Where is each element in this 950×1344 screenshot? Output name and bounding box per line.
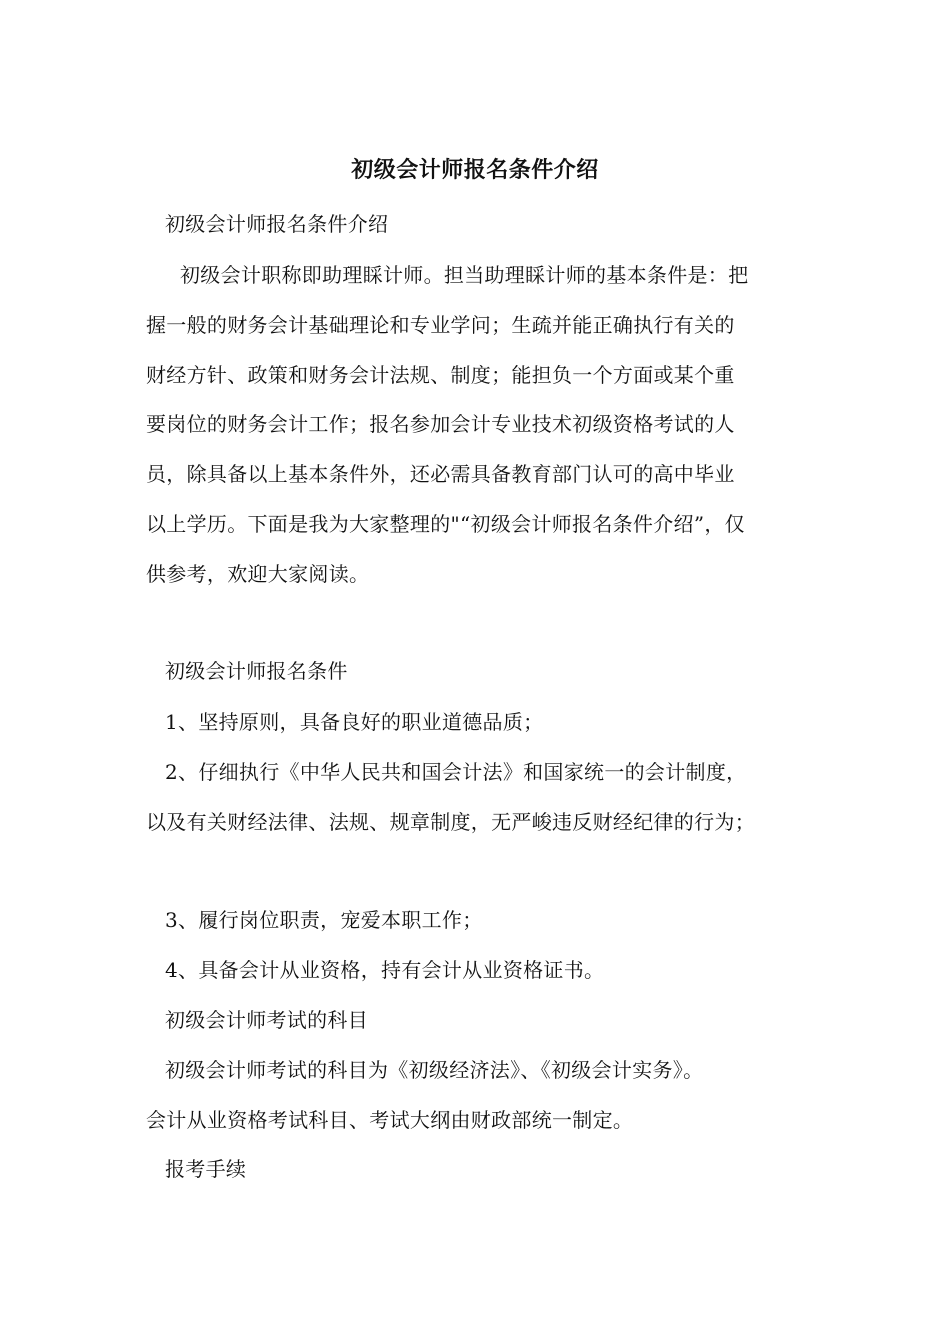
paragraph-line: 初级会计师考试的科目为《初级经济法》、《初级会计实务》。 [165, 1058, 704, 1082]
section-heading-intro: 初级会计师报名条件介绍 [165, 212, 389, 236]
list-item-continuation: 以及有关财经法律、法规、规章制度，无严峻违反财经纪律的行为； [146, 810, 755, 834]
paragraph-line: 初级会计职称即助理睬计师。担当助理睬计师的基本条件是：把 [180, 263, 749, 287]
paragraph-line: 财经方针、政策和财务会计法规、制度；能担负一个方面或某个重 [146, 363, 735, 387]
section-heading-requirements: 初级会计师报名条件 [165, 659, 348, 683]
list-item: 4、具备会计从业资格，持有会计从业资格证书。 [165, 958, 605, 982]
section-heading-subjects: 初级会计师考试的科目 [165, 1008, 368, 1032]
section-heading-procedure: 报考手续 [165, 1157, 247, 1181]
paragraph-line: 会计从业资格考试科目、考试大纲由财政部统一制定。 [146, 1108, 634, 1132]
paragraph-line: 要岗位的财务会计工作；报名参加会计专业技术初级资格考试的人 [146, 412, 735, 436]
list-item: 1、坚持原则，具备良好的职业道德品质； [165, 710, 544, 734]
paragraph-line: 员，除具备以上基本条件外，还必需具备教育部门认可的高中毕业 [146, 462, 735, 486]
list-item: 2、仔细执行《中华人民共和国会计法》和国家统一的会计制度， [165, 760, 747, 784]
document-title: 初级会计师报名条件介绍 [351, 157, 599, 183]
list-item: 3、履行岗位职责，宠爱本职工作； [165, 908, 483, 932]
paragraph-line: 握一般的财务会计基础理论和专业学问；生疏并能正确执行有关的 [146, 313, 735, 337]
paragraph-line: 供参考，欢迎大家阅读。 [146, 562, 370, 586]
paragraph-line: 以上学历。下面是我为大家整理的"“初级会计师报名条件介绍”，仅 [146, 512, 745, 536]
